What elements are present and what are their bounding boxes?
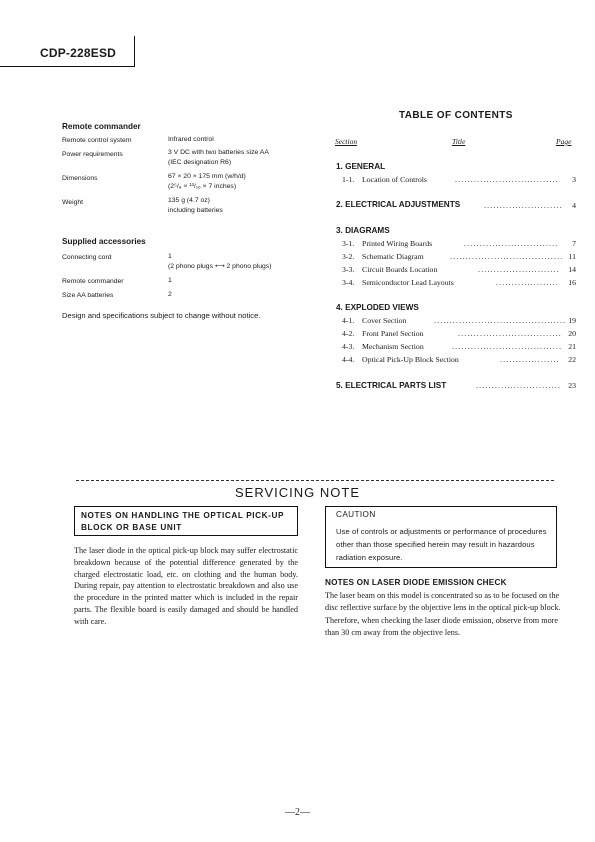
toc-col-page: Page: [556, 137, 572, 146]
spec-value: 2: [168, 291, 172, 298]
notes-body: The laser diode in the optical pick-up block may suffer electrostatic breakdown because of the potential difference generated by the charged electrostatic load, etc. on clothing and the human body. During repair, pay attention to electrostatic breakdown and also use the procedure in the printed matter which is included in the repair parts. The flexible board is easily damaged and should be handled with care.: [74, 546, 298, 626]
toc-leader: ...................: [500, 355, 560, 364]
toc-col-title: Title: [452, 137, 466, 146]
spec-label: Size AA batteries: [62, 292, 114, 299]
spec-value: 135 g (4.7 oz): [168, 197, 210, 204]
toc-page: 16: [568, 278, 576, 287]
toc-item: 1-1. Location of Controls: [342, 175, 427, 184]
toc-section-heading: 3. DIAGRAMS: [336, 226, 390, 235]
toc-section-heading: 2. ELECTRICAL ADJUSTMENTS: [336, 200, 461, 209]
toc-item: 3-4. Semiconductor Lead Layouts: [342, 278, 454, 287]
toc-leader: ..........................: [478, 265, 560, 274]
spec-value: (2⁵/₈ × ¹³/₁₆ × 7 inches): [168, 183, 237, 190]
spec-value: Infrared control: [168, 136, 214, 143]
spec-notice: Design and specifications subject to change without notice.: [62, 311, 261, 320]
caution-body: Use of controls or adjustments or performance of procedures other than those specified herein may result in hazardous radiation exposure.: [336, 527, 547, 562]
section-divider: [76, 480, 554, 481]
spec-label: Dimensions: [62, 175, 98, 182]
spec-label: Weight: [62, 199, 84, 206]
toc-page: 14: [568, 265, 576, 274]
spec-label: Power requirements: [62, 151, 123, 158]
toc-leader: .................................: [455, 175, 559, 184]
laser-title: NOTES ON LASER DIODE EMISSION CHECK: [325, 578, 507, 587]
toc-page: 22: [568, 355, 576, 364]
toc-leader: .........................: [484, 201, 563, 210]
notes-title: NOTES ON HANDLING THE OPTICAL PICK-UP BLOCK OR BASE UNIT: [81, 511, 284, 532]
toc-col-section: Section: [335, 137, 358, 146]
spec-label: Connecting cord: [62, 254, 112, 261]
laser-body: The laser beam on this model is concentrated so as to be focused on the disc reflective surface by the objective lens in the optical pick-up block. Therefore, when checking the laser diode emission, observe from more than 30 cm away from the objective lens.: [325, 591, 561, 637]
spec-value: 1: [168, 277, 172, 284]
toc-leader: ...........................: [476, 381, 562, 390]
toc-page: 23: [568, 381, 576, 390]
toc-section-heading: 1. GENERAL: [336, 162, 386, 171]
spec-value: (2 phono plugs ⟷ 2 phono plugs): [168, 263, 272, 270]
toc-leader: ..........................................: [434, 316, 567, 325]
toc-page: 20: [568, 329, 576, 338]
toc-title: TABLE OF CONTENTS: [399, 110, 513, 121]
model-number: CDP-228ESD: [40, 46, 117, 60]
toc-leader: .................................: [458, 329, 562, 338]
servicing-title: SERVICING NOTE: [234, 485, 360, 500]
spec-value: including batteries: [168, 207, 223, 214]
spec-value: 67 × 20 × 175 mm (w/h/d): [168, 173, 246, 180]
remote-heading: Remote commander: [62, 122, 141, 131]
toc-leader: ....................: [496, 278, 559, 287]
toc-page: 11: [568, 252, 576, 261]
toc-item: 3-2. Schematic Diagram: [342, 252, 424, 261]
toc-page: 19: [568, 316, 576, 325]
spec-value: 1: [168, 253, 172, 260]
toc-item: 4-4. Optical Pick-Up Block Section: [342, 355, 459, 364]
toc-page: 21: [568, 342, 576, 351]
toc-item: 3-1. Printed Wiring Boards: [342, 239, 433, 248]
toc-leader: ....................................: [450, 252, 564, 261]
toc-page: 7: [572, 239, 576, 248]
spec-label: Remote commander: [62, 278, 124, 285]
toc-section-heading: 5. ELECTRICAL PARTS LIST: [336, 381, 447, 390]
toc-item: 4-1. Cover Section: [342, 316, 407, 325]
spec-label: Remote control system: [62, 137, 132, 144]
toc-item: 4-2. Front Panel Section: [342, 329, 424, 338]
toc-page: 4: [572, 201, 576, 210]
toc-leader: ..............................: [464, 239, 559, 248]
spec-value: (IEC designation R6): [168, 159, 232, 166]
toc-item: 4-3. Mechanism Section: [342, 342, 424, 351]
caution-title: CAUTION: [336, 510, 376, 519]
toc-page: 3: [572, 175, 576, 184]
accessories-heading: Supplied accessories: [62, 237, 146, 246]
toc-leader: ...................................: [452, 342, 563, 351]
toc-section-heading: 4. EXPLODED VIEWS: [336, 303, 419, 312]
toc-item: 3-3. Circuit Boards Location: [342, 265, 438, 274]
page-number: —2—: [285, 807, 310, 818]
spec-value: 3 V DC with two batteries size AA: [168, 149, 269, 156]
